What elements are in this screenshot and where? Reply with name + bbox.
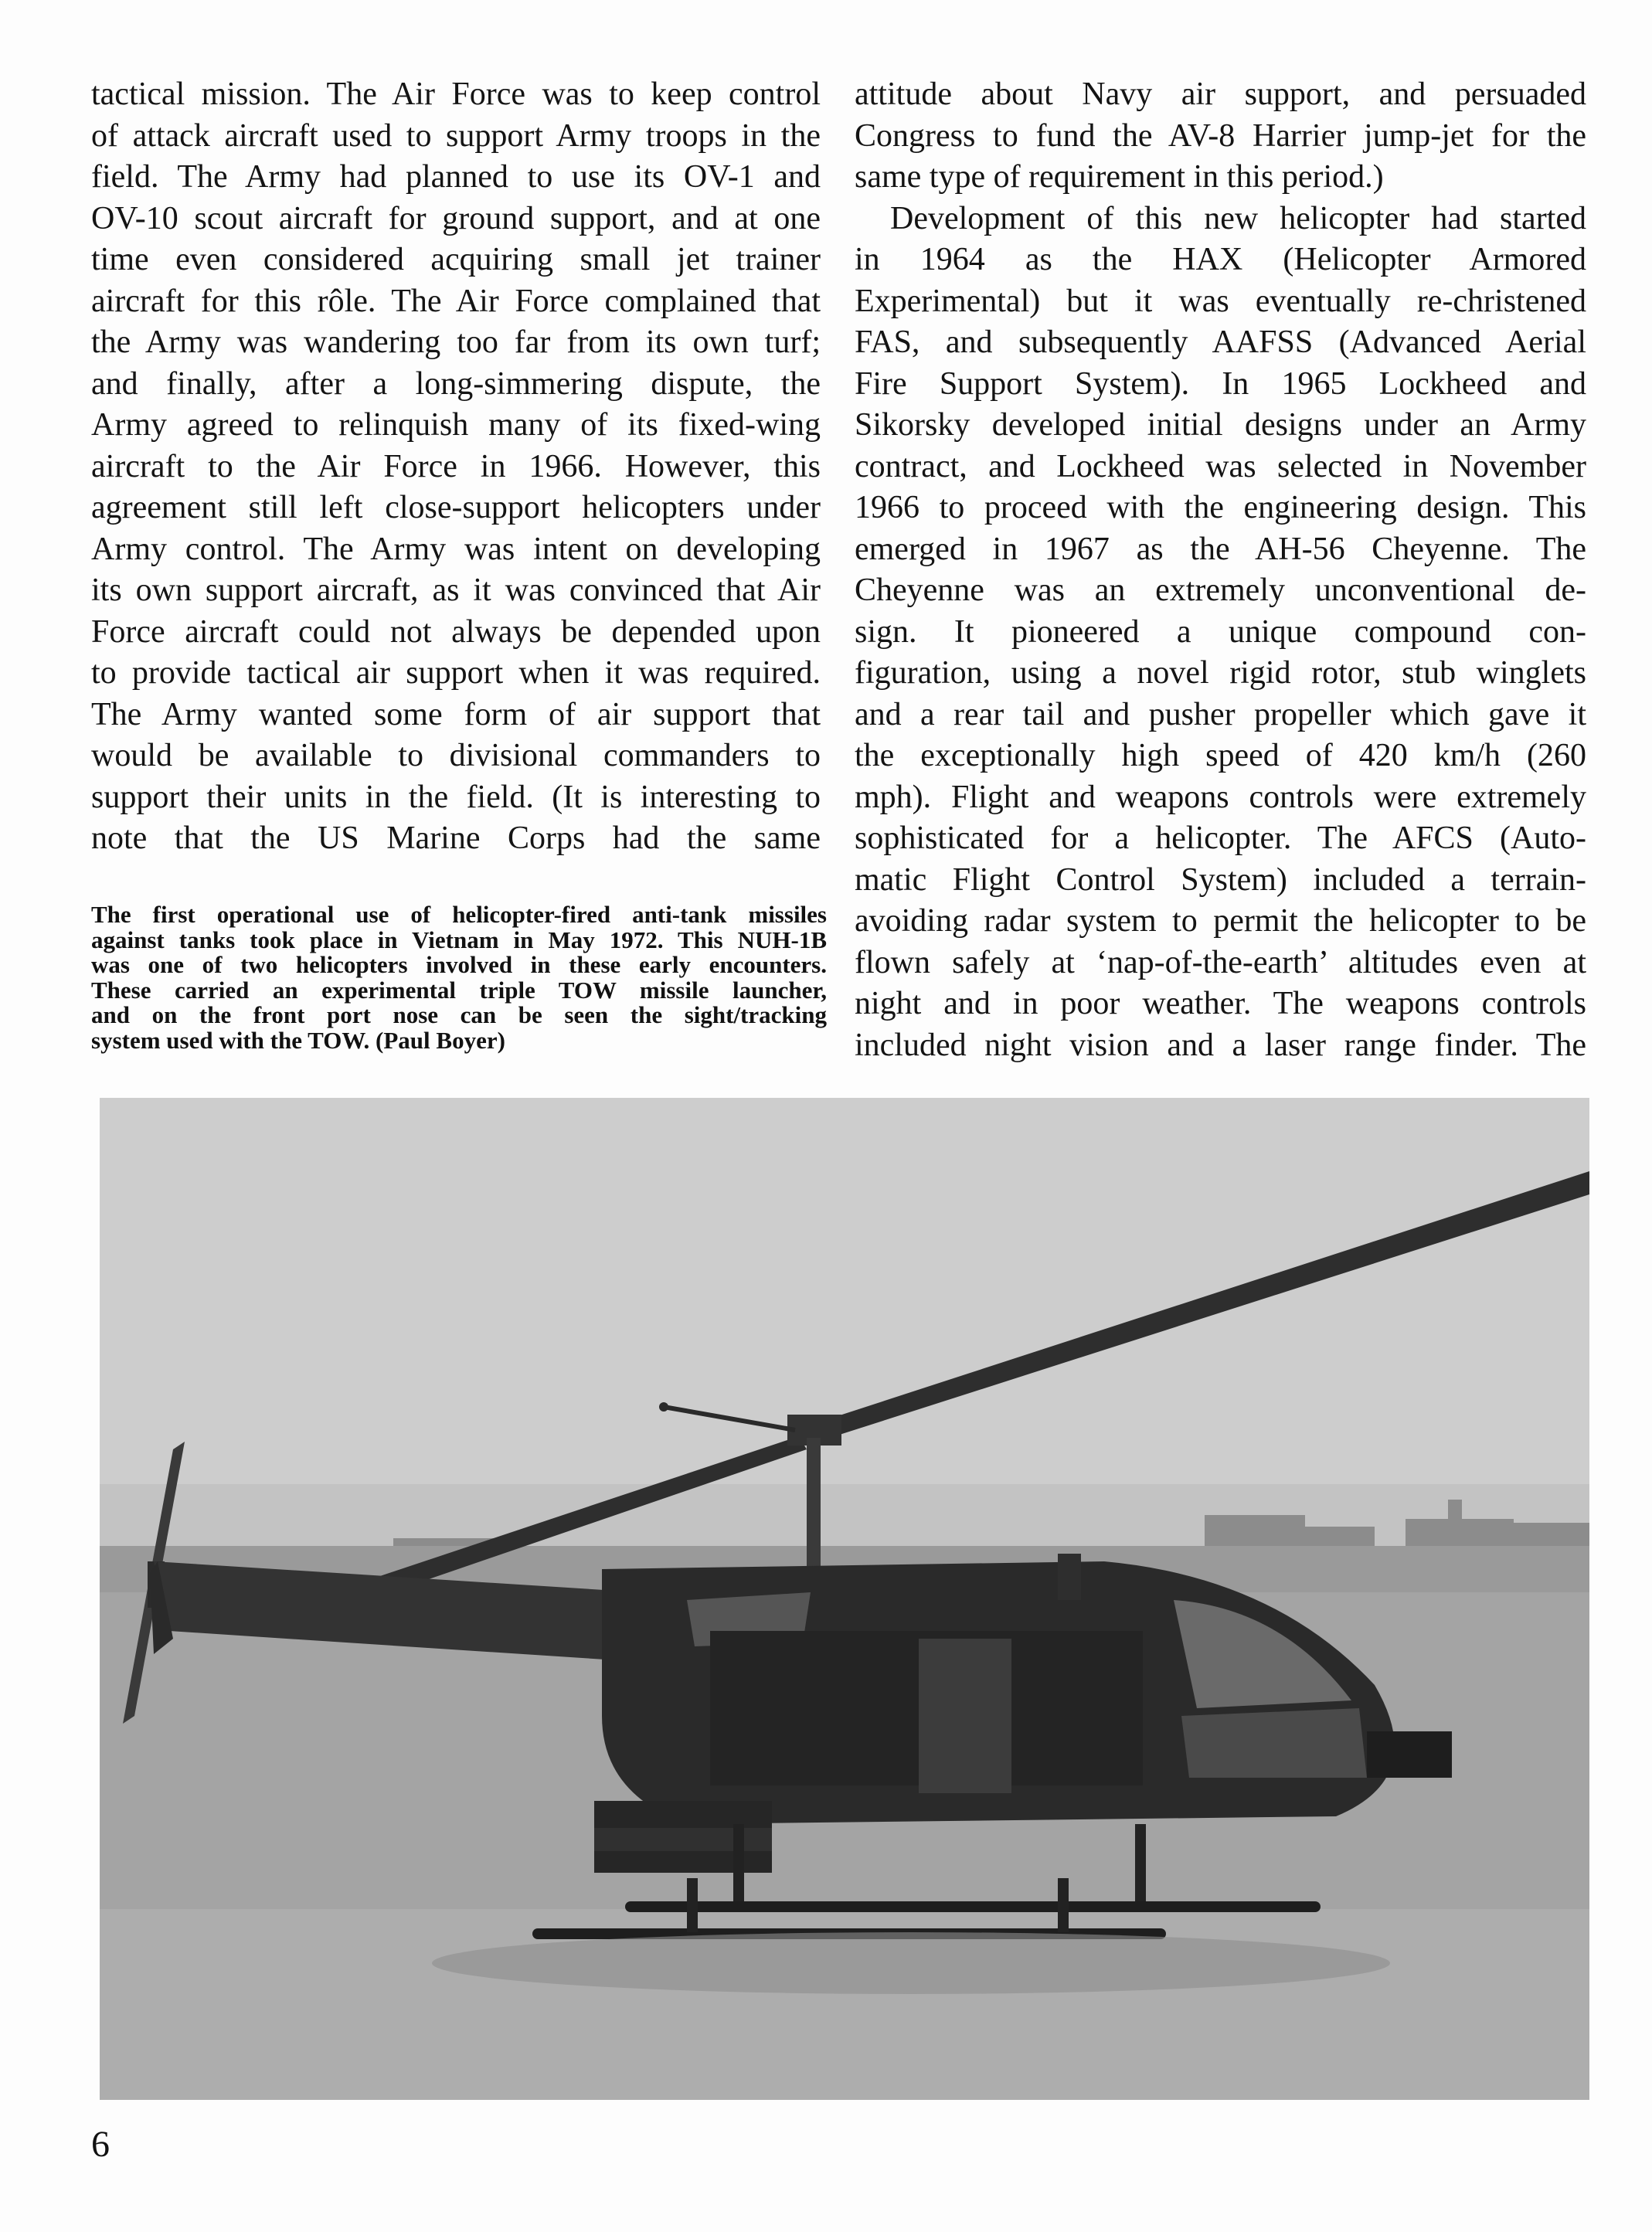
helicopter-photo bbox=[100, 1098, 1589, 2100]
caption-line: was one of two helicopters involved in these early encounters. bbox=[91, 951, 827, 978]
text-line: Sikorsky developed initial designs under an Army bbox=[855, 407, 1586, 443]
text-line: sophisticated for a helicopter. The AFCS (Auto- bbox=[855, 820, 1586, 856]
ground-shadow bbox=[432, 1932, 1390, 1994]
text-line: Army control. The Army was intent on developing bbox=[91, 531, 821, 567]
photo-caption bbox=[91, 902, 827, 1053]
text-line: the Army was wandering too far from its own turf; bbox=[91, 324, 821, 360]
text-line: and a rear tail and pusher propeller which gave it bbox=[855, 696, 1586, 732]
caption-line: against tanks took place in Vietnam in May 1972. This NUH-1B bbox=[91, 926, 827, 953]
text-line: OV-10 scout aircraft for ground support, and at one bbox=[91, 200, 821, 236]
text-line: avoiding radar system to permit the helicopter to be bbox=[855, 903, 1586, 939]
text-line: mph). Flight and weapons controls were extremely bbox=[855, 779, 1586, 815]
text-line: included night vision and a laser range finder. The bbox=[855, 1027, 1586, 1063]
text-line: of attack aircraft used to support Army troops in the bbox=[91, 117, 821, 154]
text-line: same type of requirement in this period.) bbox=[855, 159, 1384, 195]
text-line: support their units in the field. (It is interesting to bbox=[91, 779, 821, 815]
text-line: agreement still left close-support helicopters under bbox=[91, 490, 821, 525]
text-line: field. The Army had planned to use its OV-1 and bbox=[91, 159, 821, 195]
text-line: tactical mission. The Air Force was to keep control bbox=[91, 76, 821, 112]
caption-line: These carried an experimental triple TOW missile launcher, bbox=[91, 976, 827, 1004]
text-line: Congress to fund the AV-8 Harrier jump-jet for the bbox=[855, 117, 1586, 154]
text-line: Army agreed to relinquish many of its fixed-wing bbox=[91, 407, 821, 443]
text-line: night and in poor weather. The weapons controls bbox=[855, 986, 1586, 1021]
text-line: emerged in 1967 as the AH-56 Cheyenne. The bbox=[855, 531, 1586, 567]
caption-line: system used with the TOW. (Paul Boyer) bbox=[91, 1026, 505, 1054]
caption-line: and on the front port nose can be seen the sight/tracking bbox=[91, 1001, 827, 1028]
text-line: matic Flight Control System) included a terrain- bbox=[855, 861, 1586, 898]
text-line: contract, and Lockheed was selected in November bbox=[855, 448, 1586, 484]
text-line: flown safely at ‘nap-of-the-earth’ altitudes even at bbox=[855, 944, 1586, 980]
text-line: FAS, and subsequently AAFSS (Advanced Aerial bbox=[855, 324, 1586, 360]
text-line: time even considered acquiring small jet trainer bbox=[91, 242, 821, 277]
tow-launcher bbox=[594, 1801, 772, 1873]
text-line: 1966 to proceed with the engineering design. This bbox=[855, 490, 1586, 525]
helicopter-illustration bbox=[100, 1098, 1589, 2100]
text-line: the exceptionally high speed of 420 km/h (260 bbox=[855, 738, 1586, 773]
text-line: in 1964 as the HAX (Helicopter Armored bbox=[855, 242, 1586, 277]
text-line: sign. It pioneered a unique compound con- bbox=[855, 613, 1586, 650]
page-number: 6 bbox=[91, 2124, 110, 2165]
text-line: attitude about Navy air support, and persuaded bbox=[855, 76, 1586, 112]
text-line: would be available to divisional commanders to bbox=[91, 738, 821, 773]
text-line: Cheyenne was an extremely unconventional de- bbox=[855, 572, 1586, 608]
right-text-column bbox=[855, 74, 1586, 1066]
text-line: to provide tactical air support when it was required. bbox=[91, 655, 821, 691]
text-line: figuration, using a novel rigid rotor, stub winglets bbox=[855, 655, 1586, 691]
text-line: The Army wanted some form of air support that bbox=[91, 696, 821, 732]
caption-line: The first operational use of helicopter-fired anti-tank missiles bbox=[91, 901, 827, 928]
text-line: and finally, after a long-simmering dispute, the bbox=[91, 365, 821, 402]
left-text-column bbox=[91, 74, 821, 860]
text-line: Experimental) but it was eventually re-christened bbox=[855, 283, 1586, 319]
text-line: Fire Support System). In 1965 Lockheed and bbox=[855, 365, 1586, 402]
text-line: Force aircraft could not always be depended upon bbox=[91, 613, 821, 650]
text-line: note that the US Marine Corps had the same bbox=[91, 820, 821, 856]
text-line: aircraft to the Air Force in 1966. However, this bbox=[91, 448, 821, 484]
text-line: its own support aircraft, as it was convinced that Air bbox=[91, 572, 821, 608]
text-line: aircraft for this rôle. The Air Force complained that bbox=[91, 283, 821, 319]
text-line: Development of this new helicopter had started bbox=[890, 200, 1586, 236]
